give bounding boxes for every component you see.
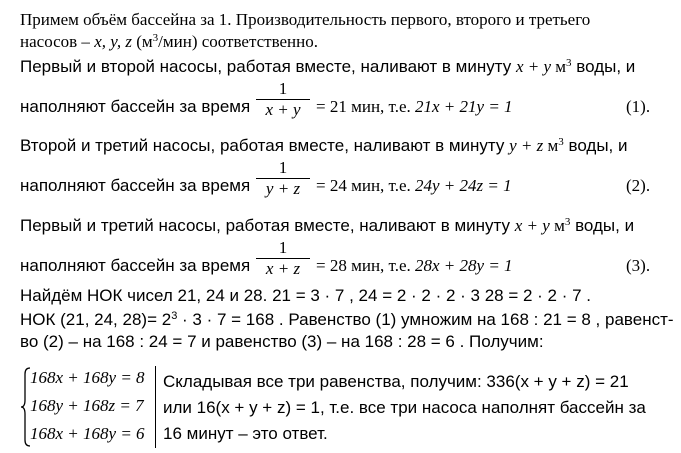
unit-text: (м <box>131 32 153 51</box>
intro-text: насосов – <box>20 32 95 51</box>
rate-expression: x + y <box>514 216 550 235</box>
unit-text-end: /мин) соответственно. <box>158 32 318 51</box>
equation-number-1: (1). <box>626 97 651 116</box>
unit-superscript: 3 <box>558 136 564 148</box>
rate-expression: y + z <box>509 136 544 155</box>
system-equation-3: 168x + 168y = 6 <box>30 424 145 443</box>
pair12-text-end: воды, и <box>571 57 636 76</box>
equation-1: 21x + 21y = 1 <box>415 97 513 116</box>
fraction-time-3 <box>256 239 310 278</box>
conclusion-line-1: Складывая все три равенства, получим: 336(x + y + z) = 21 <box>163 372 629 391</box>
fraction-denominator: y + z <box>265 179 301 198</box>
pair23-result <box>316 176 512 196</box>
equation-2: 24y + 24z = 1 <box>415 176 512 195</box>
pair13-line-2: наполняют бассейн за время <box>20 256 251 275</box>
equation-number-2: (2). <box>626 176 651 195</box>
intro-line-1: Примем объём бассейна за 1. Производительность первого, второго и третьего <box>20 10 591 29</box>
conclusion-line-3: 16 минут – это ответ. <box>163 424 328 443</box>
lcm-line-2 <box>20 310 674 330</box>
pair23-text-end: воды, и <box>563 136 628 155</box>
lcm-text: НОК (21, 24, 28)= 2 <box>20 310 172 329</box>
equation-system <box>20 366 160 448</box>
result-text: = 28 мин, т.е. <box>316 256 415 275</box>
unit-superscript: 3 <box>152 32 159 44</box>
pair12-text: Первый и второй насосы, работая вместе, наливают в минуту <box>20 57 516 76</box>
fraction-denominator: x + z <box>265 259 301 278</box>
pair23-line-1 <box>20 136 628 156</box>
fraction-denominator: x + y <box>265 100 301 119</box>
pair23-line-2: наполняют бассейн за время <box>20 176 251 195</box>
unit-superscript: 3 <box>566 57 572 69</box>
result-text: = 24 мин, т.е. <box>316 176 415 195</box>
fraction-numerator: 1 <box>278 79 288 98</box>
pair12-line-2: наполняют бассейн за время <box>20 97 251 116</box>
lcm-text-end: · 3 · 7 = 168 . Равенство (1) умножим на 168 : 21 = 8 , равенст- <box>177 310 674 329</box>
equation-3: 28x + 28y = 1 <box>415 256 513 275</box>
lcm-line-1: Найдём НОК чисел 21, 24 и 28. 21 = 3 · 7 , 24 = 2 · 2 · 2 · 3 28 = 2 · 2 · 7 . <box>20 286 592 305</box>
system-equation-1: 168x + 168y = 8 <box>30 368 145 387</box>
fraction-time-2 <box>256 159 310 198</box>
pair12-line-1 <box>20 57 635 77</box>
result-text: = 21 мин, т.е. <box>316 97 415 116</box>
conclusion-line-2: или 16(x + y + z) = 1, т.е. все три насоса наполнят бассейн за <box>163 398 646 417</box>
power-superscript: 3 <box>171 310 178 322</box>
rate-expression: x + y <box>515 57 552 76</box>
pair13-text-end: воды, и <box>570 216 635 235</box>
divider-line <box>155 366 156 448</box>
fraction-time-1 <box>256 80 310 119</box>
lcm-line-3: во (2) – на 168 : 24 = 7 и равенство (3) – на 168 : 28 = 6 . Получим: <box>20 332 544 351</box>
system-equation-2: 168y + 168z = 7 <box>30 396 144 415</box>
equation-number-3: (3). <box>626 256 651 275</box>
pair13-result <box>316 256 513 276</box>
pair13-text: Первый и третий насосы, работая вместе, наливают в минуту <box>20 216 515 235</box>
fraction-numerator: 1 <box>278 158 288 177</box>
fraction-numerator: 1 <box>278 238 288 257</box>
unit-text: м <box>549 216 565 235</box>
unit-superscript: 3 <box>564 216 571 228</box>
intro-line-2 <box>20 32 318 52</box>
variables-xyz: x, y, z <box>94 32 132 51</box>
unit-text: м <box>551 57 567 76</box>
pair23-text: Второй и третий насосы, работая вместе, наливают в минуту <box>20 136 510 155</box>
pair13-line-1 <box>20 216 634 236</box>
pair12-result <box>316 97 513 117</box>
unit-text: м <box>543 136 559 155</box>
